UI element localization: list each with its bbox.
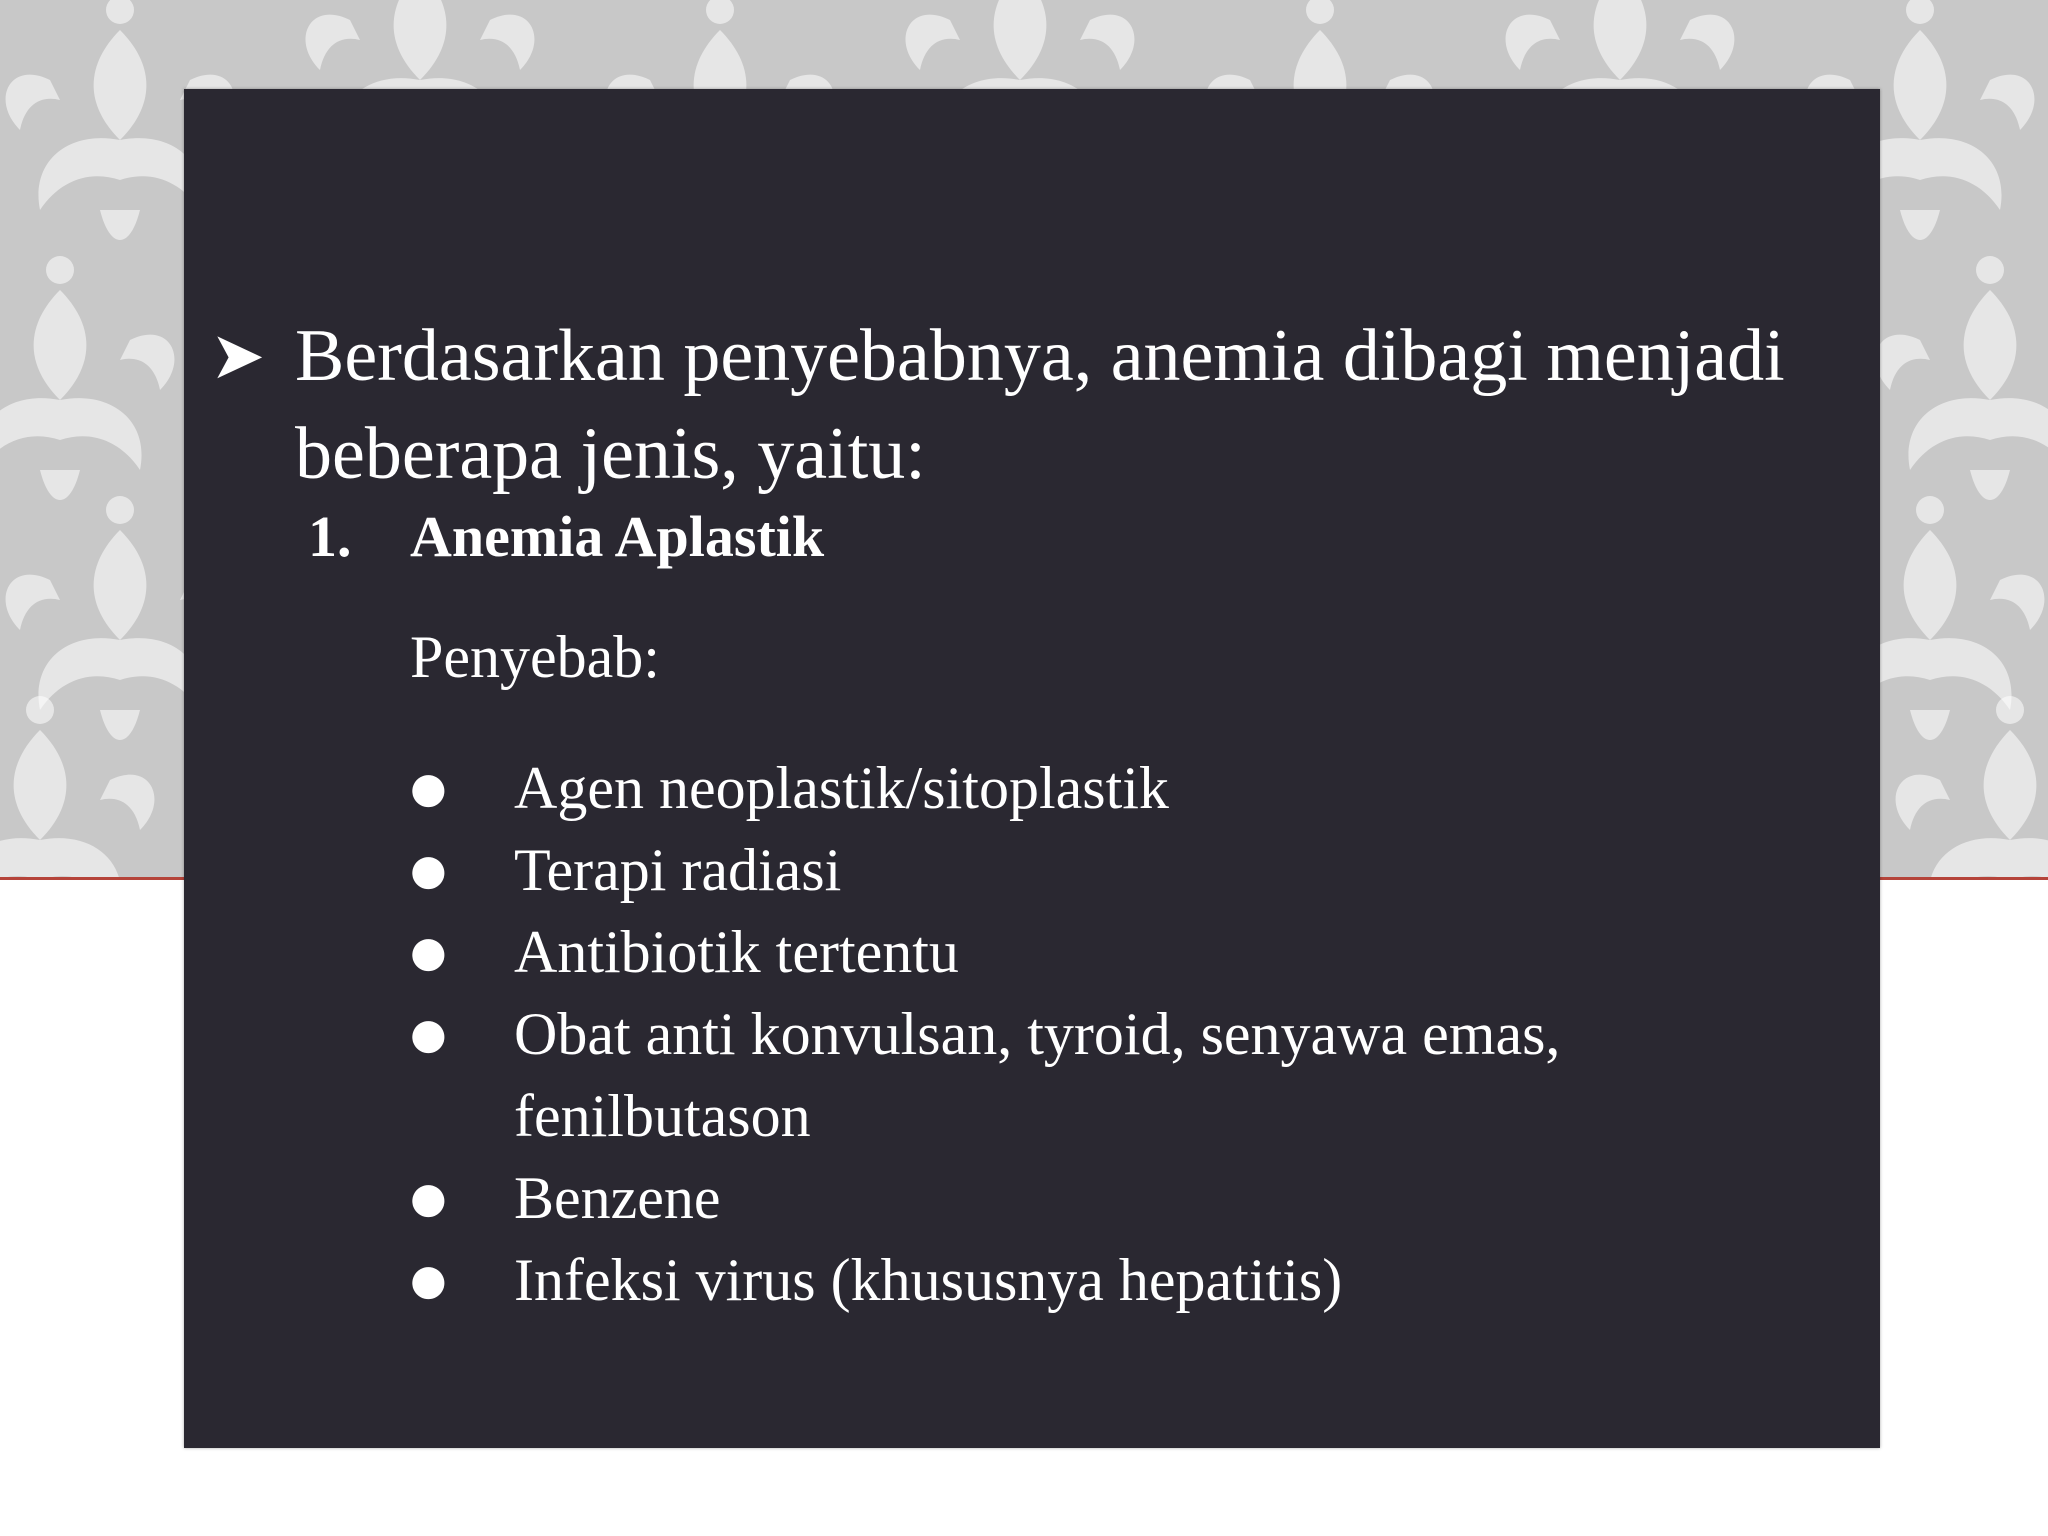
causes-label: Penyebab: bbox=[410, 624, 660, 690]
round-bullet-icon: ● bbox=[410, 763, 447, 812]
round-bullet-icon: ● bbox=[410, 1009, 447, 1058]
round-bullet-icon: ● bbox=[410, 1255, 447, 1304]
round-bullet-icon: ● bbox=[410, 845, 447, 894]
causes-list bbox=[410, 747, 1710, 1321]
list-item bbox=[410, 829, 1710, 911]
cause-text: Antibiotik tertentu bbox=[514, 919, 959, 985]
arrowhead-bullet-icon: ➤ bbox=[210, 317, 266, 394]
cause-text: Infeksi virus (khususnya hepatitis) bbox=[514, 1247, 1343, 1313]
cause-text: Benzene bbox=[514, 1165, 721, 1231]
cause-text: Agen neoplastik/sitoplastik bbox=[514, 755, 1169, 821]
item-title: Anemia Aplastik bbox=[410, 504, 825, 569]
list-item bbox=[410, 911, 1710, 993]
item-number: 1. bbox=[308, 504, 352, 569]
list-item bbox=[410, 993, 1710, 1157]
round-bullet-icon: ● bbox=[410, 927, 447, 976]
lead-text: Berdasarkan penyebabnya, anemia dibagi menjadi beberapa jenis, yaitu: bbox=[295, 315, 1785, 495]
cause-text: Terapi radiasi bbox=[514, 837, 842, 903]
list-item bbox=[410, 1157, 1710, 1239]
list-item bbox=[410, 747, 1710, 829]
list-item bbox=[410, 1239, 1710, 1321]
round-bullet-icon: ● bbox=[410, 1173, 447, 1222]
cause-text: Obat anti konvulsan, tyroid, senyawa emas, fenilbutason bbox=[514, 1001, 1561, 1149]
lead-paragraph bbox=[210, 307, 1850, 503]
content-card bbox=[184, 89, 1880, 1448]
slide-content bbox=[184, 89, 1880, 1448]
